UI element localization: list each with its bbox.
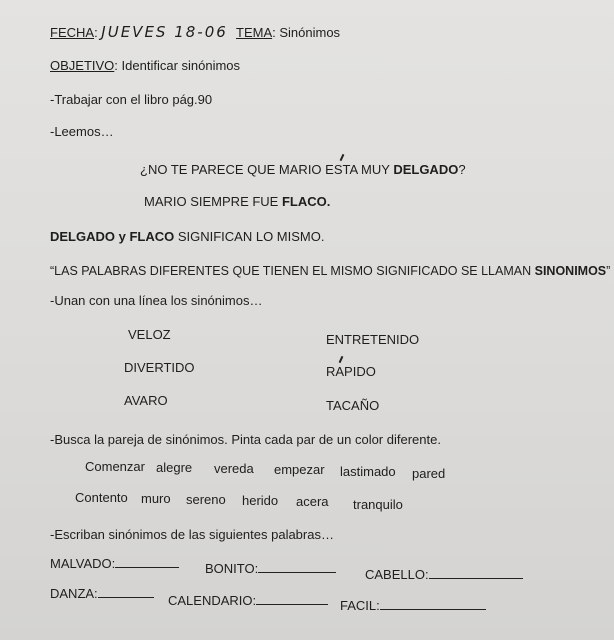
instruction-busca: -Busca la pareja de sinónimos. Pinta cada par de un color diferente.	[50, 432, 441, 447]
fill-blank-line[interactable]	[115, 555, 179, 568]
handwritten-accent-mark	[339, 356, 344, 363]
definition-statement	[50, 263, 610, 279]
tema-value: Sinónimos	[279, 25, 341, 40]
fill-label: BONITO:	[205, 561, 259, 576]
definition-bold: SINONIMOS	[534, 264, 607, 278]
pair-word: empezar	[274, 462, 325, 477]
instruction-trabajar: -Trabajar con el libro pág.90	[50, 92, 213, 107]
match-left-item: AVARO	[124, 393, 168, 408]
reading-statement-bold: FLACO.	[281, 194, 331, 209]
fill-item-cabello	[365, 566, 523, 583]
instruction-leemos: -Leemos…	[50, 124, 114, 139]
pair-word: vereda	[214, 461, 254, 476]
match-right-item: RAPIDO	[326, 364, 376, 379]
reading-question-bold: DELGADO	[393, 162, 459, 177]
fill-blank-line[interactable]	[429, 566, 523, 579]
pair-word: Comenzar	[85, 459, 145, 474]
pair-word: herido	[242, 493, 279, 508]
pair-word: tranquilo	[353, 497, 403, 512]
meaning-statement	[50, 229, 324, 245]
reading-question-text: ¿NO TE PARECE QUE MARIO ESTA MUY	[140, 162, 394, 177]
meaning-statement-bold: DELGADO y FLACO	[50, 229, 175, 244]
fill-blank-line[interactable]	[98, 585, 154, 598]
pair-word: alegre	[156, 460, 193, 475]
fill-blank-line[interactable]	[258, 560, 336, 573]
pair-word: muro	[141, 491, 171, 506]
reading-statement	[144, 194, 330, 210]
match-right-item: TACAÑO	[326, 398, 380, 413]
fill-item-malvado	[50, 555, 179, 572]
fill-item-calendario	[168, 592, 328, 609]
fill-label: DANZA:	[50, 586, 98, 601]
fill-label: MALVADO:	[50, 556, 116, 571]
fill-item-facil	[340, 597, 486, 614]
fill-item-danza	[50, 585, 154, 602]
tema-label: TEMA	[236, 25, 273, 40]
pair-word: sereno	[186, 492, 226, 507]
match-left-item: DIVERTIDO	[124, 360, 195, 375]
reading-question-end: ?	[458, 162, 466, 177]
instruction-escriban: -Escriban sinónimos de las siguientes palabras…	[50, 527, 334, 542]
fill-label: CABELLO:	[365, 567, 429, 582]
pair-word: Contento	[75, 490, 128, 505]
pair-word: lastimado	[340, 464, 396, 479]
handwritten-accent-mark	[340, 154, 345, 161]
fecha-line: FECHA: JUEVES 18-06	[50, 23, 228, 41]
tema-line: TEMA: Sinónimos	[236, 25, 341, 40]
instruction-unan: -Unan con una línea los sinónimos…	[50, 293, 263, 308]
definition-text: “LAS PALABRAS DIFERENTES QUE TIENEN EL MISMO SIGNIFICADO SE LLAMAN	[50, 264, 535, 278]
meaning-statement-text: SIGNIFICAN LO MISMO.	[174, 229, 325, 244]
objetivo-line: OBJETIVO: Identificar sinónimos	[50, 58, 241, 73]
objetivo-label: OBJETIVO	[50, 58, 115, 73]
pair-word: pared	[412, 466, 446, 481]
fill-label: CALENDARIO:	[168, 593, 257, 608]
match-right-item: ENTRETENIDO	[326, 332, 420, 347]
fill-item-bonito	[205, 560, 336, 577]
fecha-label: FECHA	[50, 25, 95, 40]
reading-statement-text: MARIO SIEMPRE FUE	[144, 194, 282, 209]
objetivo-text: Identificar sinónimos	[121, 58, 241, 73]
definition-end: ”	[606, 264, 611, 278]
reading-question	[140, 162, 466, 178]
fill-blank-line[interactable]	[380, 597, 486, 610]
fecha-handwritten-value: JUEVES 18-06	[101, 23, 228, 41]
pair-word: acera	[296, 494, 329, 509]
fill-label: FACIL:	[340, 598, 380, 613]
match-left-item: VELOZ	[128, 327, 171, 342]
fill-blank-line[interactable]	[256, 592, 328, 605]
